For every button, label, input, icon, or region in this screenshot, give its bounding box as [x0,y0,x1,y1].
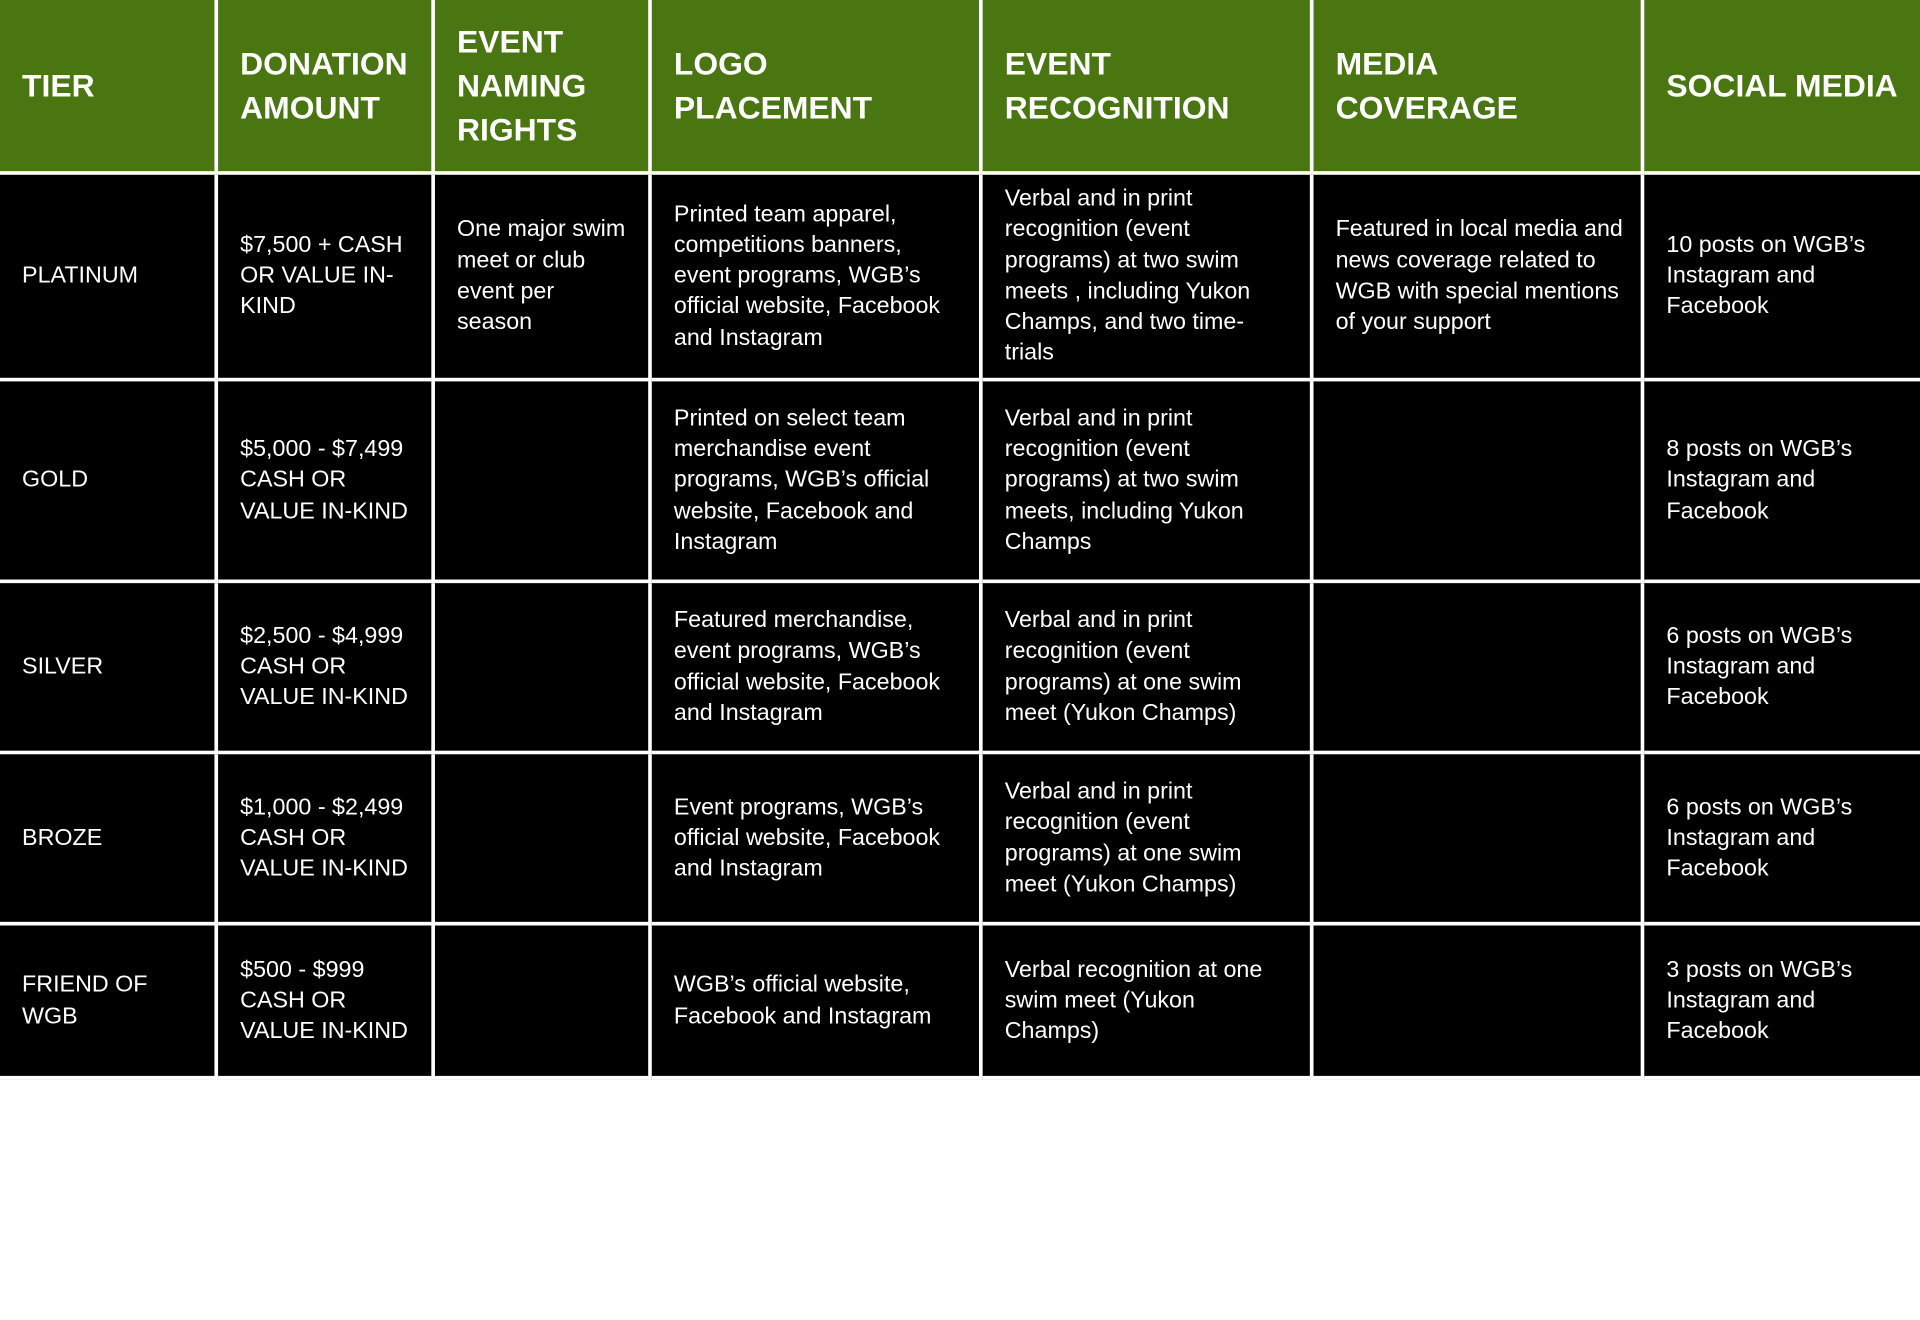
media-coverage-cell [1314,926,1645,1080]
media-coverage-cell: Featured in local media and news coverage related to WGB with special mentions of your support [1314,175,1645,381]
media-coverage-cell [1314,755,1645,926]
table-row [0,755,1920,926]
media-coverage-cell [1314,381,1645,583]
donation-cell: $1,000 - $2,499 CASH OR VALUE IN-KIND [218,755,435,926]
table-row [0,926,1920,1080]
naming-rights-cell [435,381,652,583]
event-recognition-cell: Verbal recognition at one swim meet (Yukon Champs) [983,926,1314,1080]
social-media-cell: 8 posts on WGB’s Instagram and Facebook [1644,381,1920,583]
event-recognition-cell: Verbal and in print recognition (event programs) at one swim meet (Yukon Champs) [983,755,1314,926]
logo-placement-cell: Event programs, WGB’s official website, Facebook and Instagram [652,755,983,926]
logo-placement-cell: WGB’s official website, Facebook and Instagram [652,926,983,1080]
table-row [0,381,1920,583]
naming-rights-cell [435,926,652,1080]
header-event-naming-rights: EVENT NAMING RIGHTS [435,0,652,175]
event-recognition-cell: Verbal and in print recognition (event programs) at one swim meet (Yukon Champs) [983,583,1314,754]
logo-placement-cell: Printed on select team merchandise event programs, WGB’s official website, Facebook and Instagram [652,381,983,583]
table-row [0,175,1920,381]
donation-cell: $2,500 - $4,999 CASH OR VALUE IN-KIND [218,583,435,754]
donation-cell: $500 - $999 CASH OR VALUE IN-KIND [218,926,435,1080]
header-logo-placement: LOGO PLACEMENT [652,0,983,175]
tier-cell: GOLD [0,381,218,583]
naming-rights-cell [435,583,652,754]
donation-cell: $5,000 - $7,499 CASH OR VALUE IN-KIND [218,381,435,583]
header-donation-amount: DONATION AMOUNT [218,0,435,175]
tier-cell: SILVER [0,583,218,754]
event-recognition-cell: Verbal and in print recognition (event programs) at two swim meets, including Yukon Champs [983,381,1314,583]
logo-placement-cell: Printed team apparel, competitions banners, event programs, WGB’s official website, Facebook and Instagram [652,175,983,381]
header-tier: TIER [0,0,218,175]
header-row [0,0,1920,175]
tier-cell: BROZE [0,755,218,926]
social-media-cell: 6 posts on WGB’s Instagram and Facebook [1644,755,1920,926]
table-row [0,583,1920,754]
social-media-cell: 3 posts on WGB’s Instagram and Facebook [1644,926,1920,1080]
social-media-cell: 6 posts on WGB’s Instagram and Facebook [1644,583,1920,754]
naming-rights-cell: One major swim meet or club event per season [435,175,652,381]
logo-placement-cell: Featured merchandise, event programs, WGB’s official website, Facebook and Instagram [652,583,983,754]
event-recognition-cell: Verbal and in print recognition (event programs) at two swim meets , including Yukon Champs, and two time-trials [983,175,1314,381]
tier-cell: FRIEND OF WGB [0,926,218,1080]
media-coverage-cell [1314,583,1645,754]
donation-cell: $7,500 + CASH OR VALUE IN-KIND [218,175,435,381]
naming-rights-cell [435,755,652,926]
tier-cell: PLATINUM [0,175,218,381]
social-media-cell: 10 posts on WGB’s Instagram and Facebook [1644,175,1920,381]
header-media-coverage: MEDIA COVERAGE [1314,0,1645,175]
header-social-media: SOCIAL MEDIA [1644,0,1920,175]
header-event-recognition: EVENT RECOGNITION [983,0,1314,175]
